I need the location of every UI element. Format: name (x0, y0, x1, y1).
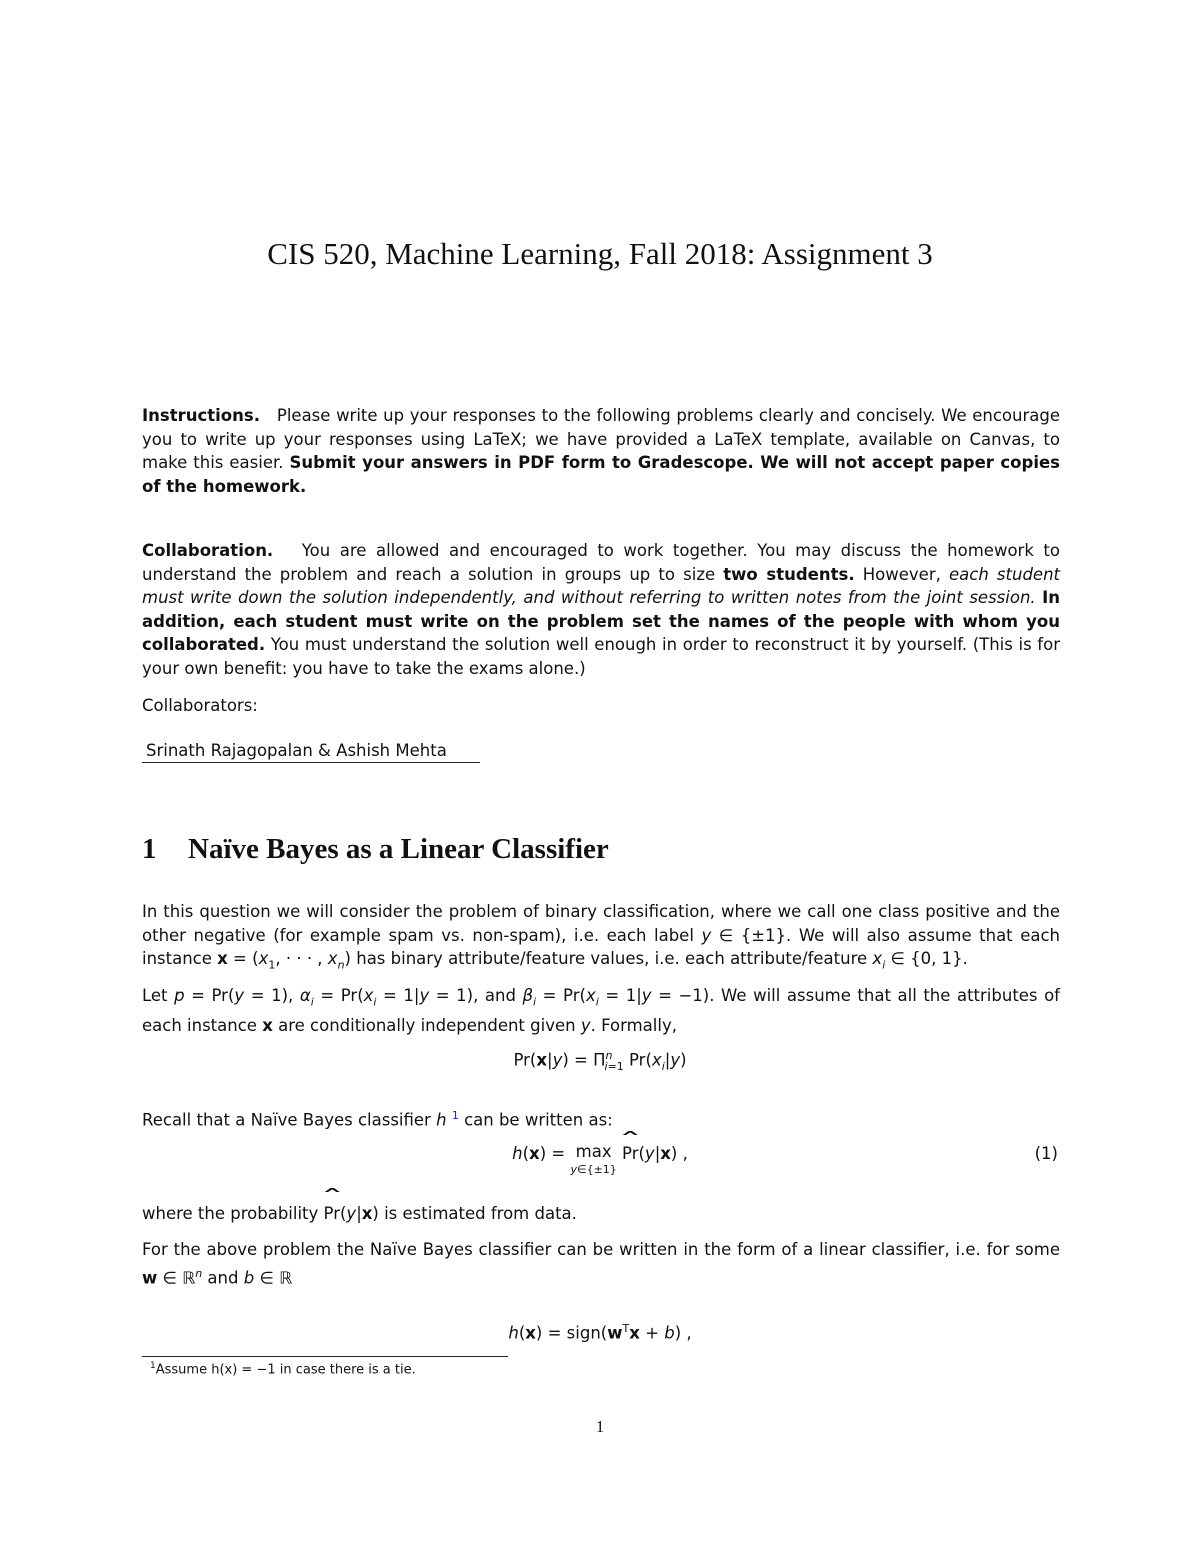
collaboration-text: You are allowed and encouraged to work together. You may discuss the homework to understand the problem and reach a solution in groups up to size (142, 541, 1060, 584)
estimate-paragraph: where the probability ˆ Pr(y|x) is estimated from data. (142, 1202, 1060, 1226)
section-heading (142, 833, 609, 866)
page-title: CIS 520, Machine Learning, Fall 2018: Assignment 3 (267, 236, 933, 271)
collaborators-label: Collaborators: (142, 696, 258, 715)
collaboration-paragraph (142, 539, 1060, 680)
equation-number: (1) (1034, 1144, 1058, 1163)
recall-paragraph: Recall that a Naïve Bayes classifier h $^1$ can be written as: (142, 1109, 613, 1130)
body-text: Formally, (601, 1015, 677, 1035)
body-text: Recall that a Naïve Bayes classifier (142, 1110, 431, 1130)
math: x (217, 949, 228, 968)
body-text: is estimated from data. (384, 1204, 577, 1223)
footnote-text: Assume h(x) = −1 in case there is a tie. (155, 1362, 416, 1378)
independence-equation: $Pr(x|y) = \Pi^n_{i=1}$ $Pr(x_i|y)$ (513, 1049, 687, 1073)
footnote-rule (142, 1356, 508, 1357)
collaboration-heading: Collaboration. (142, 541, 274, 560)
body-text: has binary attribute/feature values, i.e. each attribute/feature (356, 949, 868, 968)
section-title: Naïve Bayes as a Linear Classifier (188, 833, 609, 865)
section-number: 1 (142, 833, 157, 865)
body-text: We will assume that all the attributes of each instance (142, 986, 1060, 1035)
collaborators-names: Srinath Rajagopalan & Ashish Mehta (142, 741, 480, 763)
body-text: where the probability (142, 1204, 319, 1223)
instructions-paragraph (142, 404, 1060, 498)
linear-form-paragraph: For the above problem the Naïve Bayes classifier can be written in the form of a linear classifier, i.e. for some w ∈ ℝ$^n$ and b ∈ ℝ (142, 1240, 1060, 1287)
body-text: We will also assume that each instance (142, 925, 1060, 968)
definitions-paragraph: Let p = Pr(y = 1), $\alpha_i = Pr(x_i = 1|y = 1)$, and $\beta_i = Pr(x_i = 1|y = -1)$. We will assume that all the attributes of each instance x are conditionally independent given y. Formally, (142, 986, 1060, 1035)
body-text: are conditionally independent given (278, 1015, 576, 1035)
intro-paragraph: In this question we will consider the problem of binary classification, where we call one class positive and the other negative (for example spam vs. non-spam), i.e. each label y ∈ {±1}. We will also assume that each instance $x = (x_1$, · · · , $x_n$) has binary attribute/feature values, i.e. each attribute/feature $x_i$ ∈ {0, 1}. (142, 902, 1060, 972)
linear-equation: $h(x) = sign(w^Tx + b)$ , (508, 1322, 692, 1343)
footnote: $^1$Assume h(x) = −1 in case there is a tie. (150, 1361, 416, 1378)
body-text: In this question we will consider the problem of binary classification, where we call one class positive and the other negative (for example spam vs. non-spam), i.e. each label (142, 902, 1060, 945)
classifier-equation: h(x) = max y∈{±1} ˆ Pr(y|x) , (0, 1144, 1200, 1178)
collaboration-italic: each student must write down the solution independently, and without referring to written notes from the joint session. (142, 564, 1061, 607)
body-text: can be written as: (464, 1110, 613, 1130)
page-number: 1 (595, 1417, 605, 1436)
body-text: and (207, 1268, 239, 1287)
body-text: For the above problem the Naïve Bayes classifier can be written in the form of a linear classifier, i.e. for some (142, 1240, 1060, 1259)
instructions-bold: Submit your answers in PDF form to Gradescope. We will not accept paper copies of the homework. (142, 453, 1060, 496)
collaboration-bold: In addition, each student must write on the problem set the names of the people with whom you collaborated. (142, 588, 1061, 654)
math: y (701, 925, 712, 945)
collaboration-text: You must understand the solution well enough in order to reconstruct it by yourself. (This is for your own benefit: you have to take the exams alone.) (142, 635, 1060, 678)
instructions-heading: Instructions. (142, 406, 260, 425)
collaboration-bold: two students. (723, 564, 855, 584)
body-text: Let (142, 986, 168, 1005)
instructions-text: Please write up your responses to the following problems clearly and concisely. We encourage you to write up your responses using LaTeX; we have provided a LaTeX template, available on Canvas, to make this easier. (142, 406, 1060, 472)
collaboration-text: However, (862, 564, 941, 584)
